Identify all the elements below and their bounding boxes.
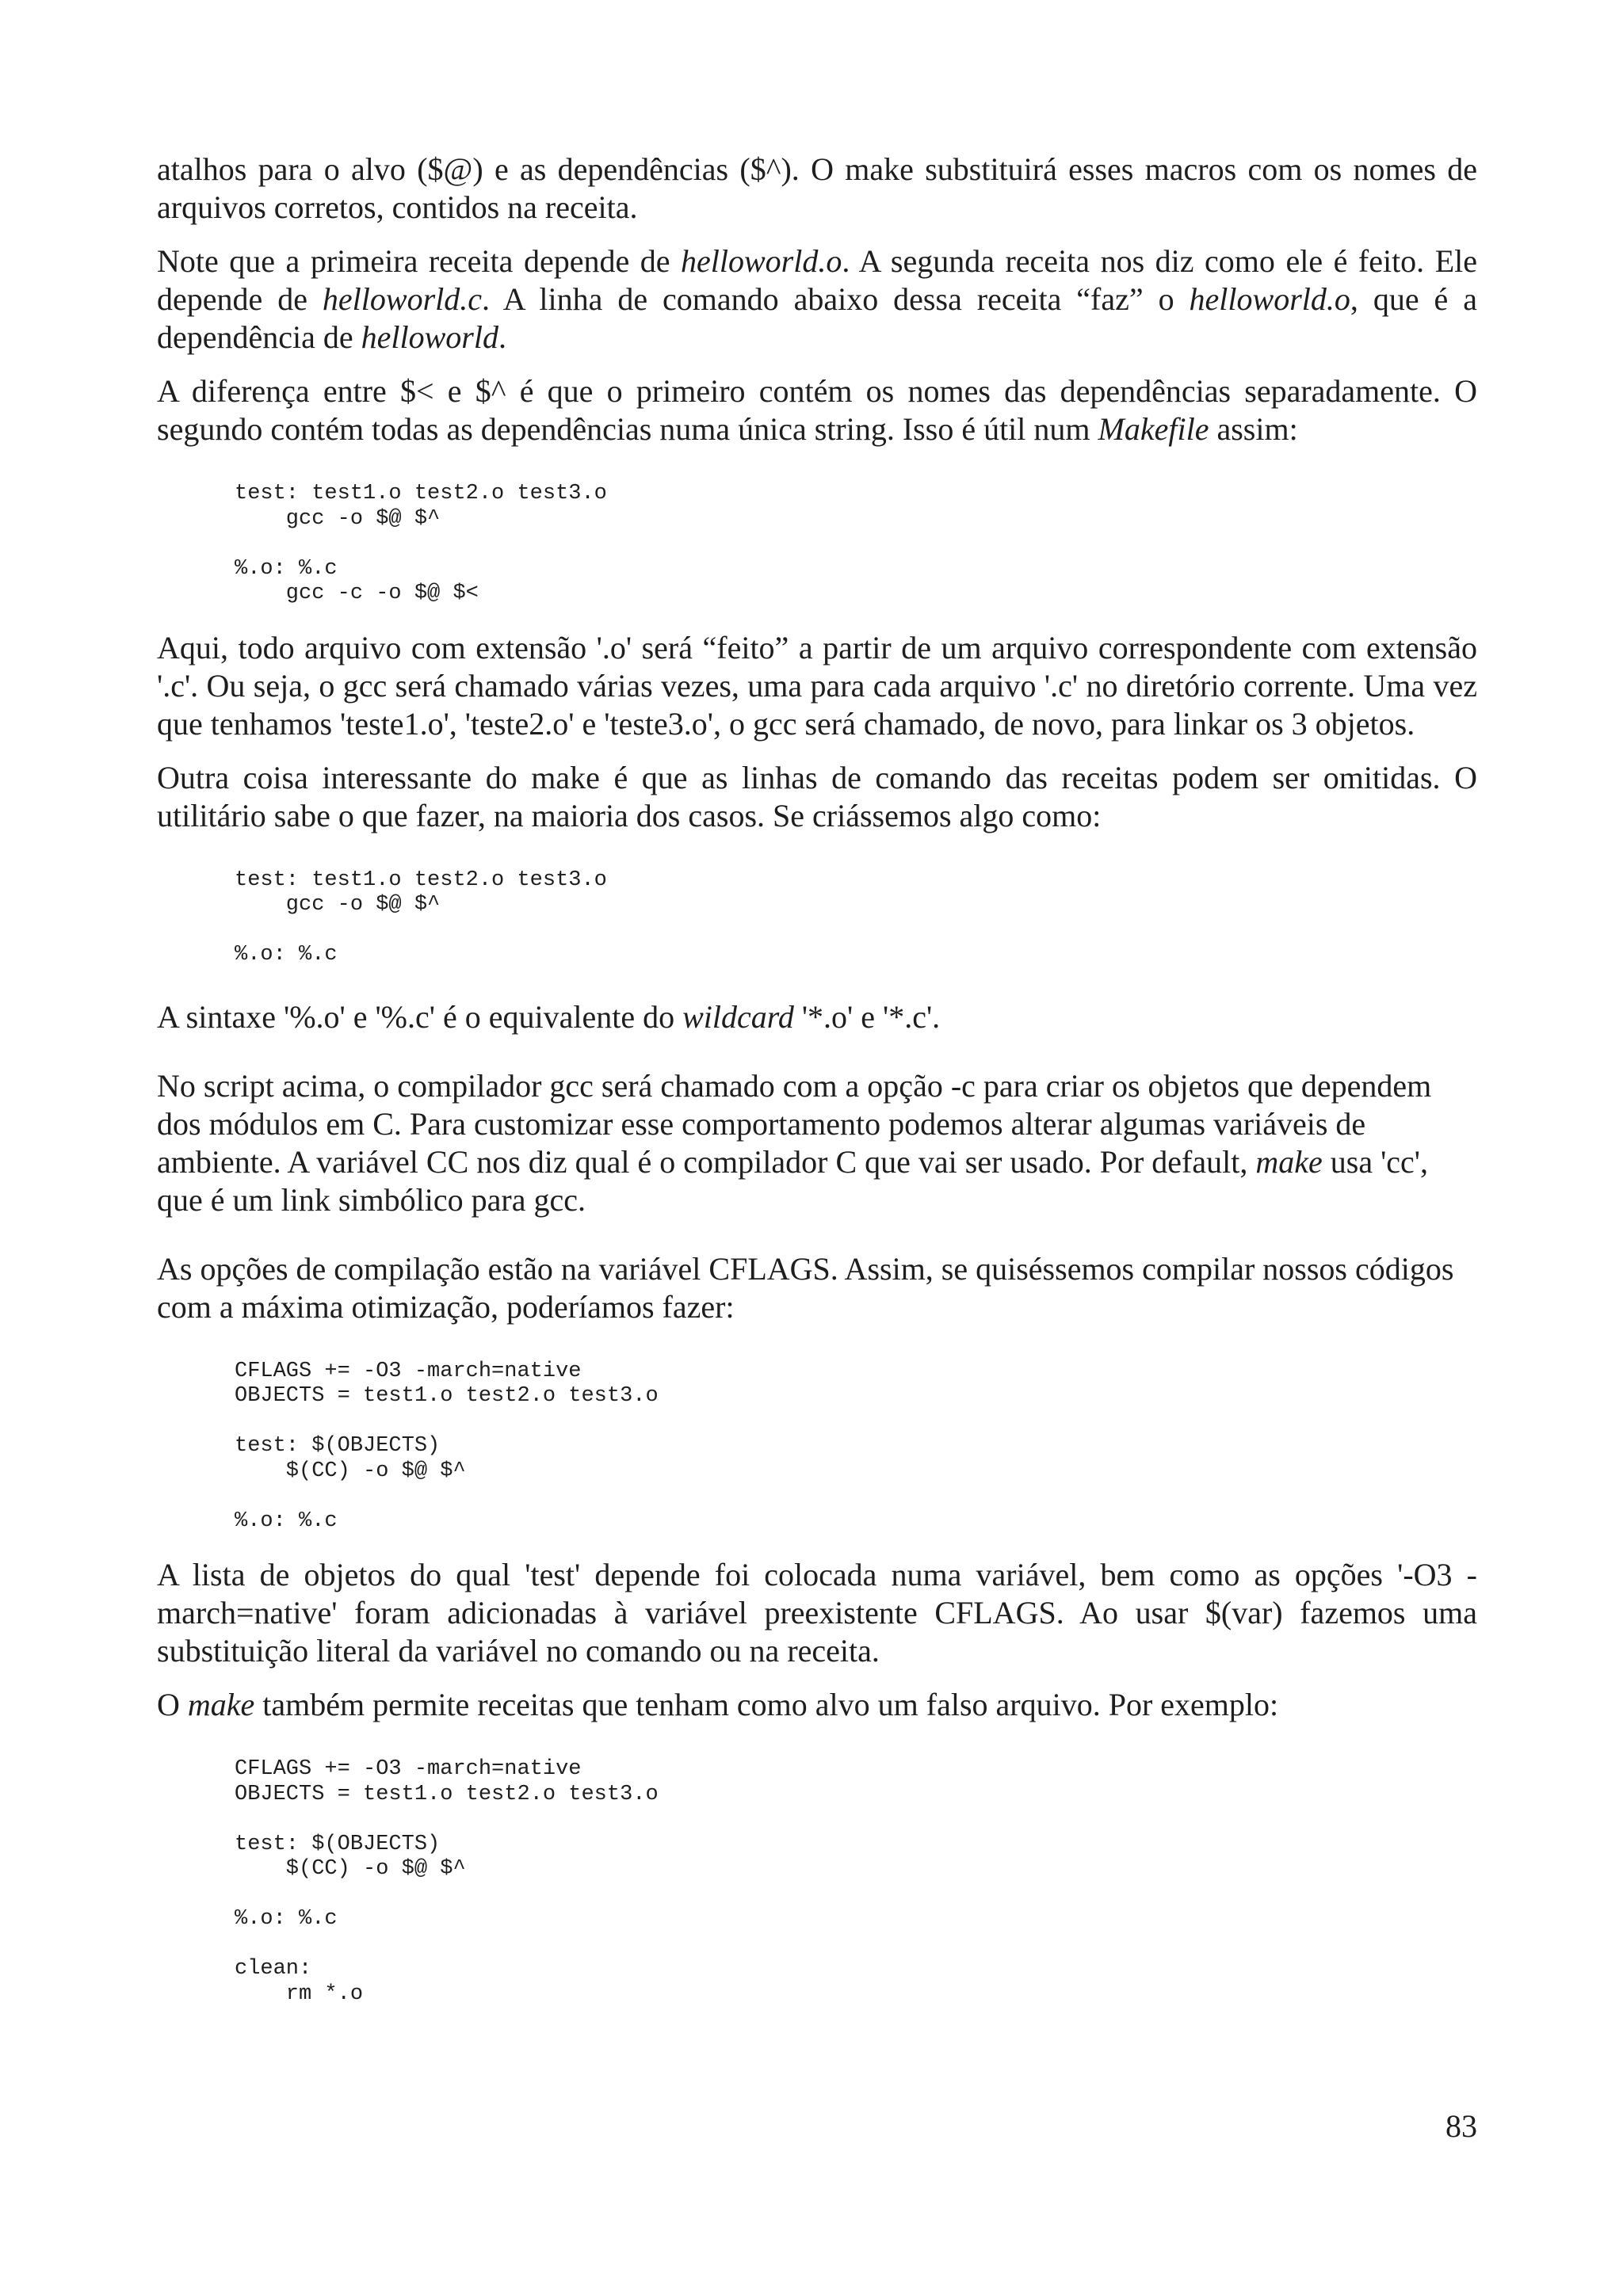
emphasis-helloworld-c: helloworld.c xyxy=(322,281,483,317)
paragraph-6: A sintaxe '%.o' e '%.c' é o equivalente do wildcard '*.o' e '*.c'. xyxy=(157,998,941,1035)
paragraph-5: Outra coisa interessante do make é que as linhas de comando das receitas podem ser omitidas. O utilitário sabe o que fazer, na maioria dos casos. Se criássemos algo como: xyxy=(157,759,1477,833)
emphasis-helloworld-o: helloworld.o xyxy=(681,243,842,279)
paragraph-10: O make também permite receitas que tenham como alvo um falso arquivo. Por exemplo: xyxy=(157,1687,1279,1722)
paragraph-3: A diferença entre $< e $^ é que o primeiro contém os nomes das dependências separadamente. O segundo contém todas as dependências numa única string. Isso é útil num Makefile assim: xyxy=(157,373,1477,447)
paragraph-1: atalhos para o alvo ($@) e as dependências ($^). O make substituirá esses macros com os nomes de arquivos corretos, contidos na receita. xyxy=(157,151,1477,225)
emphasis-make: make xyxy=(1255,1143,1323,1180)
code-block-4: CFLAGS += -O3 -march=native OBJECTS = test1.o test2.o test3.o test: $(OBJECTS) $(CC) -o $@ $^ %.o: %.c clean: rm *.o xyxy=(235,1757,659,2006)
code-block-2: test: test1.o test2.o test3.o gcc -o $@ $^ %.o: %.c xyxy=(235,868,607,967)
paragraph-8: As opções de compilação estão na variável CFLAGS. Assim, se quiséssemos compilar nossos códigos com a máxima otimização, poderíamos fazer: xyxy=(157,1250,1454,1325)
code-block-1: test: test1.o test2.o test3.o gcc -o $@ $^ %.o: %.c gcc -c -o $@ $< xyxy=(235,482,607,605)
paragraph-7: No script acima, o compilador gcc será chamado com a opção -c para criar os objetos que dependem dos módulos em C. Para customizar esse comportamento podemos alterar algumas variáveis de ambiente. A variável CC nos diz qual é o compilador C que vai ser usado. Por default, make usa 'cc', que é um link simbólico para gcc. xyxy=(157,1067,1432,1218)
code-block-3: CFLAGS += -O3 -march=native OBJECTS = test1.o test2.o test3.o test: $(OBJECTS) $(CC) -o $@ $^ %.o: %.c xyxy=(235,1359,659,1533)
emphasis-helloworld-o: helloworld.o xyxy=(1189,281,1350,317)
paragraph-2: Note que a primeira receita depende de helloworld.o. A segunda receita nos diz como ele é feito. Ele depende de helloworld.c. A linha de comando abaixo dessa receita “faz” o helloworld.o, que é a dependência de helloworld. xyxy=(157,243,1478,355)
emphasis-wildcard: wildcard xyxy=(682,998,794,1035)
page-number: 83 xyxy=(1445,2108,1477,2144)
page-body xyxy=(157,151,1477,2007)
paragraph-9: A lista de objetos do qual 'test' depende foi colocada numa variável, bem como as opções '-O3 -march=native' foram adicionadas à variável preexistente CFLAGS. Ao usar $(var) fazemos uma substituição literal da variável no comando ou na receita. xyxy=(157,1557,1477,1669)
emphasis-makefile: Makefile xyxy=(1098,411,1209,447)
emphasis-helloworld: helloworld xyxy=(361,319,498,355)
emphasis-make: make xyxy=(187,1687,255,1722)
paragraph-4: Aqui, todo arquivo com extensão '.o' será “feito” a partir de um arquivo correspondente com extensão '.c'. Ou seja, o gcc será chamado várias vezes, uma para cada arquivo '.c' no diretório corrente. Uma vez que tenhamos 'teste1.o', 'teste2.o' e 'teste3.o', o gcc será chamado, de novo, para linkar os 3 objetos. xyxy=(157,629,1477,742)
